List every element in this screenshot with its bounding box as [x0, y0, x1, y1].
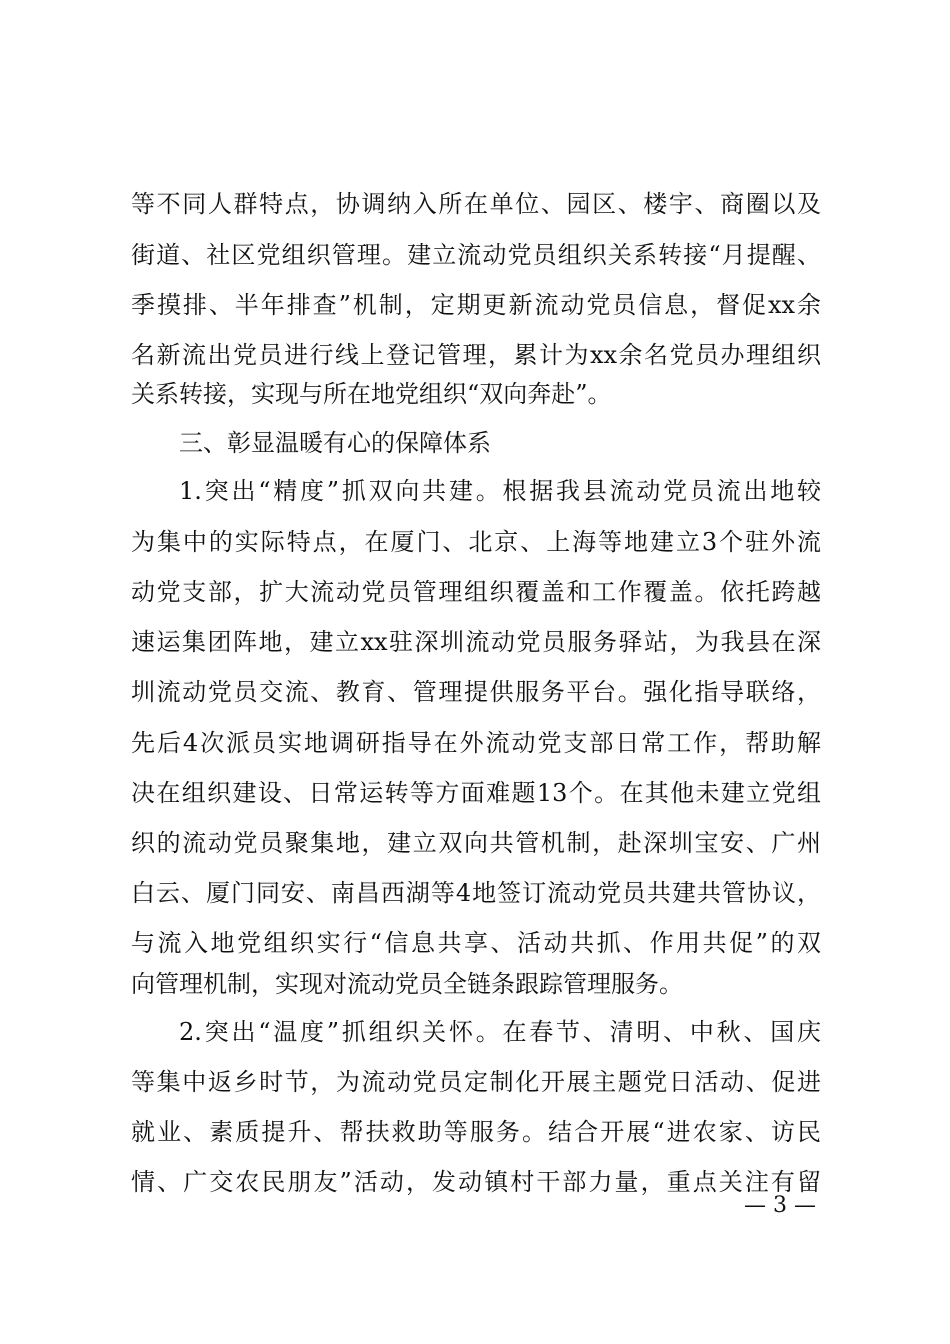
body-text-line: 先后4次派员实地调研指导在外流动党支部日常工作，帮助解 — [131, 729, 821, 757]
body-text-line: 向管理机制，实现对流动党员全链条跟踪管理服务。 — [131, 970, 683, 998]
page-number: — 3 — — [744, 1193, 816, 1218]
paragraph-first-line: 2.突出“温度”抓组织关怀。在春节、清明、中秋、国庆 — [179, 1018, 821, 1046]
body-text-line: 等不同人群特点，协调纳入所在单位、园区、楼宇、商圈以及 — [131, 190, 821, 218]
body-text-line: 名新流出党员进行线上登记管理，累计为xx余名党员办理组织 — [131, 341, 821, 369]
body-text-line: 等集中返乡时节，为流动党员定制化开展主题党日活动、促进 — [131, 1068, 821, 1096]
body-text-line: 为集中的实际特点，在厦门、北京、上海等地建立3个驻外流 — [131, 528, 821, 556]
body-text-line: 情、广交农民朋友”活动，发动镇村干部力量，重点关注有留 — [131, 1168, 821, 1196]
body-text-line: 就业、素质提升、帮扶救助等服务。结合开展“进农家、访民 — [131, 1118, 821, 1146]
body-text-line: 织的流动党员聚集地，建立双向共管机制，赴深圳宝安、广州 — [131, 829, 821, 857]
section-heading: 三、彰显温暖有心的保障体系 — [179, 429, 491, 457]
body-text-line: 速运集团阵地，建立xx驻深圳流动党员服务驿站，为我县在深 — [131, 628, 821, 656]
body-text-line: 圳流动党员交流、教育、管理提供服务平台。强化指导联络， — [131, 678, 821, 706]
body-text-line: 与流入地党组织实行“信息共享、活动共抓、作用共促”的双 — [131, 929, 821, 957]
body-text-line: 季摸排、半年排查”机制，定期更新流动党员信息，督促xx余 — [131, 291, 821, 319]
body-text-line: 白云、厦门同安、南昌西湖等4地签订流动党员共建共管协议， — [131, 879, 821, 907]
body-text-line: 决在组织建设、日常运转等方面难题13个。在其他未建立党组 — [131, 779, 821, 807]
body-text-line: 街道、社区党组织管理。建立流动党员组织关系转接“月提醒、 — [131, 241, 821, 269]
body-text-line: 动党支部，扩大流动党员管理组织覆盖和工作覆盖。依托跨越 — [131, 578, 821, 606]
paragraph-first-line: 1.突出“精度”抓双向共建。根据我县流动党员流出地较 — [179, 477, 821, 505]
body-text-line: 关系转接，实现与所在地党组织“双向奔赴”。 — [131, 380, 612, 408]
